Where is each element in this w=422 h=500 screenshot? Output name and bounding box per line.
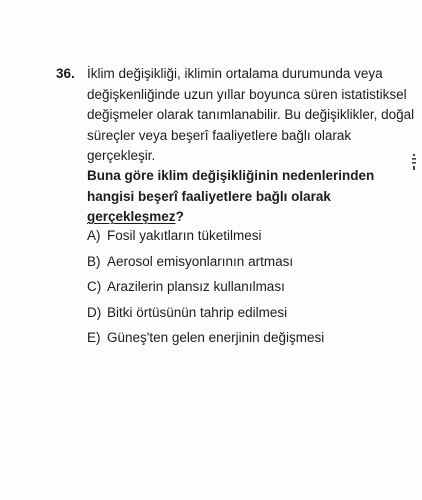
stem-line: değişkenliğinde uzun yıllar boyunca süren istatistiksel: [87, 86, 407, 102]
stem-line: süreçler veya beşerî faaliyetlere bağlı olarak: [87, 127, 352, 143]
prompt-line: hangisi beşerî faaliyetlere bağlı olarak: [87, 188, 331, 204]
margin-mark-icon: [409, 152, 419, 172]
stem-line: İklim değişikliği, iklimin ortalama durumunda veya: [87, 66, 383, 81]
option-letter: B): [87, 253, 101, 269]
stem-line: gerçekleşir.: [87, 148, 156, 163]
option-d[interactable]: [87, 303, 387, 329]
prompt-line: Buna göre iklim değişikliğinin nedenlerinden: [87, 168, 375, 183]
option-e[interactable]: [87, 328, 387, 354]
option-text: Güneş'ten gelen enerjinin değişmesi: [107, 330, 325, 345]
option-c[interactable]: [87, 277, 387, 303]
option-text: Arazilerin plansız kullanılması: [107, 279, 285, 294]
option-letter: C): [87, 279, 102, 294]
option-text: Aerosol emisyonlarının artması: [107, 253, 294, 269]
question-prompt: [87, 166, 387, 228]
option-text: Bitki örtüsünün tahrip edilmesi: [107, 304, 288, 320]
question-number: 36.: [56, 66, 75, 81]
option-b[interactable]: [87, 252, 387, 278]
option-a[interactable]: [87, 226, 387, 252]
option-letter: E): [87, 330, 101, 345]
prompt-line-last: [87, 207, 387, 228]
answer-options: [87, 226, 387, 354]
stem-line: değişmeler olarak tanımlanabilir. Bu değişiklikler, doğal: [87, 107, 415, 122]
prompt-question-mark: ?: [175, 209, 184, 224]
option-letter: A): [87, 228, 101, 243]
option-letter: D): [87, 304, 102, 320]
option-text: Fosil yakıtların tüketilmesi: [107, 228, 262, 243]
prompt-underlined-word: gerçekleşmez: [87, 209, 176, 224]
question-stem: [87, 64, 415, 167]
